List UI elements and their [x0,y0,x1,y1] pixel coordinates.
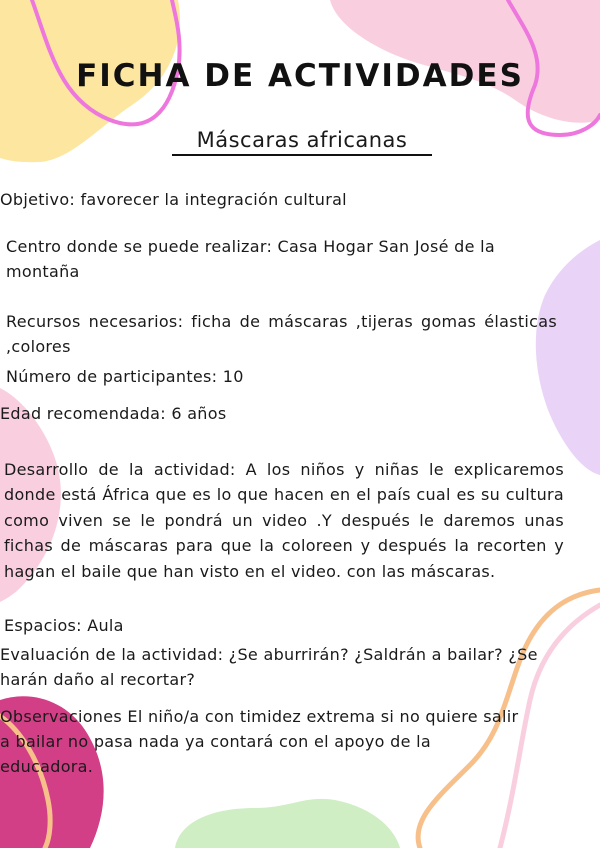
page-title: FICHA DE ACTIVIDADES [76,58,524,94]
evaluation-text: Evaluación de la actividad: ¿Se aburrirán? ¿Saldrán a bailar? ¿Se harán daño al recortar? [0,645,538,689]
recommended-age-text: Edad recomendada: 6 años [0,404,227,423]
observations-text: Observaciones El niño/a con timidez extrema si no quiere salir a bailar no pasa nada ya contará con el apoyo de la educadora. [0,707,519,776]
participants-text: Número de participantes: 10 [6,367,244,386]
objective-text: Objetivo: favorecer la integración cultural [0,190,347,209]
center-text-line1: Centro donde se puede realizar: Casa Hogar San José de la [6,237,495,256]
development-text: Desarrollo de la actividad: A los niños y niñas le explicaremos donde está África que es lo que hacen en el país cual es su cultura como viven se le pondrá un video .Y después le daremos unas fichas de máscaras para que la coloreen y después la recorten y hagan el baile que han visto en el video. con las máscaras. [4,460,564,581]
page-subtitle: Máscaras africanas [172,128,432,156]
center-text-line2: montaña [6,262,80,281]
spaces-text: Espacios: Aula [4,616,124,635]
resources-text: Recursos necesarios: ficha de máscaras ,tijeras gomas élasticas ,colores [6,312,557,356]
